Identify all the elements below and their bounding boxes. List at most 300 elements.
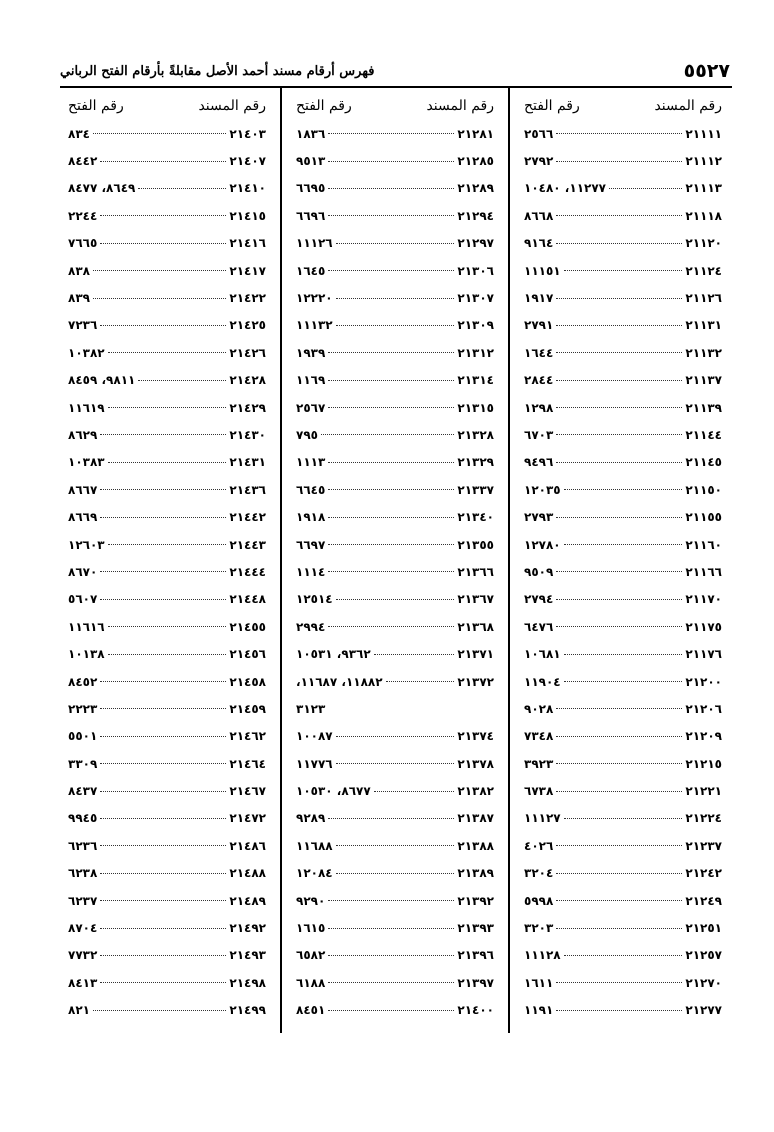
index-row <box>524 531 722 558</box>
musnad-number: ٢١٤١٧ <box>229 263 266 278</box>
dot-leader <box>108 407 227 408</box>
dot-leader <box>556 462 682 463</box>
musnad-number: ٢١٢٤٢ <box>685 866 722 881</box>
musnad-number: ٢١٤٤٣ <box>229 537 266 552</box>
fath-number: ١١١٥١ <box>524 263 561 278</box>
musnad-number: ٢١٤٥٩ <box>229 701 266 716</box>
index-row <box>296 997 494 1024</box>
fath-number: ١١٦٨٨ <box>296 838 333 853</box>
column-header-fath: رقم الفتح <box>68 98 124 114</box>
fath-number: ١٦١١ <box>524 975 554 990</box>
index-row <box>524 147 722 174</box>
index-row <box>68 860 266 887</box>
index-row <box>524 586 722 613</box>
fath-number: ٧٧٣٢ <box>68 948 98 963</box>
musnad-number: ٢١١٤٥ <box>685 455 722 470</box>
column-header-fath: رقم الفتح <box>524 98 580 114</box>
fath-number: ٨٣٩ <box>68 291 90 306</box>
index-row <box>296 120 494 147</box>
index-row <box>68 832 266 859</box>
dot-leader <box>328 982 454 983</box>
musnad-number: ٢١٣٠٧ <box>457 291 494 306</box>
dot-leader <box>556 845 682 846</box>
fath-number: ٨٦٦٩ <box>68 510 98 525</box>
column-header <box>524 88 722 114</box>
index-row <box>524 230 722 257</box>
index-row <box>68 257 266 284</box>
musnad-number: ٢١١٤٤ <box>685 427 722 442</box>
musnad-number: ٢١٣٦٦ <box>457 564 494 579</box>
musnad-number: ٢١٤١٠ <box>229 181 266 196</box>
musnad-number: ٢١١٦٠ <box>685 537 722 552</box>
fath-number: ٩١٦٤ <box>524 236 554 251</box>
musnad-number: ٢١٤٤٨ <box>229 592 266 607</box>
index-row <box>296 942 494 969</box>
musnad-number: ٢١٢٣٧ <box>685 838 722 853</box>
index-row <box>296 339 494 366</box>
musnad-number: ٢١٢٨١ <box>457 126 494 141</box>
dot-leader <box>556 352 682 353</box>
index-row <box>524 695 722 722</box>
dot-leader <box>100 900 226 901</box>
index-row <box>68 367 266 394</box>
fath-number: ٣٢٠٣ <box>524 921 554 936</box>
musnad-number: ٢١٤٦٧ <box>229 784 266 799</box>
index-row <box>68 695 266 722</box>
musnad-number: ٢١١١٢ <box>685 154 722 169</box>
dot-leader <box>556 215 682 216</box>
dot-leader <box>556 599 682 600</box>
index-row <box>524 777 722 804</box>
fath-number: ١٠٣٨٣ <box>68 455 105 470</box>
index-row <box>296 887 494 914</box>
musnad-number: ٢١١٣٧ <box>685 373 722 388</box>
index-row <box>296 394 494 421</box>
dot-leader <box>138 188 226 189</box>
musnad-number: ٢١١٥٠ <box>685 482 722 497</box>
fath-number: ١١١٢٦ <box>296 236 333 251</box>
index-row <box>296 695 494 722</box>
fath-number: ١٦٤٥ <box>296 263 326 278</box>
dot-leader <box>556 763 682 764</box>
musnad-number: ٢١٣٥٥ <box>457 537 494 552</box>
fath-number: ١٢٥١٤ <box>296 592 333 607</box>
fath-number: ٢٩٩٤ <box>296 619 326 634</box>
fath-number: ٨٤٥١ <box>296 1003 326 1018</box>
index-row <box>296 750 494 777</box>
fath-number: ٦٥٨٢ <box>296 948 326 963</box>
fath-number: ١٠٦٨١ <box>524 647 561 662</box>
musnad-number: ٢١١٢٤ <box>685 263 722 278</box>
musnad-number: ٢١١٣٢ <box>685 345 722 360</box>
fath-number: ١١١٤ <box>296 564 326 579</box>
index-row <box>296 914 494 941</box>
musnad-number: ٢١٤٨٦ <box>229 838 266 853</box>
index-row <box>524 558 722 585</box>
fath-number: ٨٤٣٧ <box>68 784 98 799</box>
musnad-number: ٢١٢٨٩ <box>457 181 494 196</box>
musnad-number: ٢١٤٩٩ <box>229 1003 266 1018</box>
fath-number: ١١١٢٧ <box>524 811 561 826</box>
dot-leader <box>328 626 454 627</box>
dot-leader <box>108 544 227 545</box>
index-row <box>296 147 494 174</box>
fath-number: ٩٢٨٩ <box>296 811 326 826</box>
dot-leader <box>328 352 454 353</box>
index-row <box>524 339 722 366</box>
index-row <box>524 969 722 996</box>
row-list <box>68 120 266 1024</box>
fath-number: ٢٢٢٣ <box>68 701 98 716</box>
musnad-number: ٢١١١٨ <box>685 208 722 223</box>
musnad-number: ٢١٤٠٧ <box>229 154 266 169</box>
musnad-number: ٢١٣٩٦ <box>457 948 494 963</box>
dot-leader <box>336 599 455 600</box>
index-row <box>524 120 722 147</box>
dot-leader <box>556 791 682 792</box>
musnad-number: ٢١٢٧٧ <box>685 1003 722 1018</box>
fath-number: ٧٢٣٦ <box>68 318 98 333</box>
dot-leader <box>100 325 226 326</box>
musnad-number: ٢١٤٦٤ <box>229 756 266 771</box>
index-row <box>524 284 722 311</box>
row-list <box>524 120 722 1024</box>
dot-leader <box>100 517 226 518</box>
musnad-number: ٢١٤٠٣ <box>229 126 266 141</box>
musnad-number: ٢١٤١٦ <box>229 236 266 251</box>
dot-leader <box>556 736 682 737</box>
musnad-number: ٢١٤٩٢ <box>229 921 266 936</box>
index-row <box>68 421 266 448</box>
musnad-number: ٢١١٧٠ <box>685 592 722 607</box>
musnad-number: ٢١٢٥١ <box>685 921 722 936</box>
dot-leader <box>328 161 454 162</box>
musnad-number: ٢١١٧٥ <box>685 619 722 634</box>
dot-leader <box>556 325 682 326</box>
index-row <box>68 394 266 421</box>
index-row <box>68 640 266 667</box>
fath-number: ١١٧٧٦ <box>296 756 333 771</box>
dot-leader <box>328 900 454 901</box>
musnad-number: ٢١١٥٥ <box>685 510 722 525</box>
dot-leader <box>336 243 455 244</box>
index-row <box>68 175 266 202</box>
fath-number: ٦٦٤٥ <box>296 482 326 497</box>
dot-leader <box>564 270 683 271</box>
dot-leader <box>556 517 682 518</box>
fath-number: ١٨٣٦ <box>296 126 326 141</box>
musnad-number: ٢١١٣٩ <box>685 400 722 415</box>
dot-leader <box>336 325 455 326</box>
fath-number: ١٦١٥ <box>296 921 326 936</box>
index-row <box>524 421 722 448</box>
fath-number: ١٢٦٠٣ <box>68 537 105 552</box>
column-header-musnad: رقم المسند <box>654 98 722 114</box>
musnad-number: ٢١٣٢٩ <box>457 455 494 470</box>
column-header-fath: رقم الفتح <box>296 98 352 114</box>
musnad-number: ٢١٢٠٠ <box>685 674 722 689</box>
fath-number: ٨٦٦٨ <box>524 208 554 223</box>
musnad-number: ٢١٣٠٦ <box>457 263 494 278</box>
fath-number: ٨٦٢٩ <box>68 427 98 442</box>
dot-leader <box>556 982 682 983</box>
musnad-number: ٢١١٢٦ <box>685 291 722 306</box>
fath-number: ٨٤٥٢ <box>68 674 98 689</box>
dot-leader <box>556 626 682 627</box>
index-column <box>282 88 510 1033</box>
dot-leader <box>100 571 226 572</box>
dot-leader <box>93 1010 226 1011</box>
fath-number: ٩٥١٣ <box>296 154 326 169</box>
index-row <box>296 969 494 996</box>
index-row <box>296 449 494 476</box>
fath-number: ١٢٠٣٥ <box>524 482 561 497</box>
musnad-number: ٢١٣١٥ <box>457 400 494 415</box>
musnad-number: ٢١٤٨٨ <box>229 866 266 881</box>
index-row <box>68 750 266 777</box>
index-row <box>68 202 266 229</box>
index-row <box>68 339 266 366</box>
index-row <box>524 668 722 695</box>
fath-number: ٢٧٩٤ <box>524 592 554 607</box>
index-row <box>68 668 266 695</box>
index-row <box>524 914 722 941</box>
dot-leader <box>336 298 455 299</box>
musnad-number: ٢١٢١٥ <box>685 756 722 771</box>
dot-leader <box>328 517 454 518</box>
index-row <box>68 942 266 969</box>
fath-number: ٧٣٤٨ <box>524 729 554 744</box>
musnad-number: ٢١٢٠٩ <box>685 729 722 744</box>
column-header <box>296 88 494 114</box>
index-row <box>296 503 494 530</box>
musnad-number: ٢١٣٤٠ <box>457 510 494 525</box>
index-row <box>524 613 722 640</box>
index-row <box>68 613 266 640</box>
index-column <box>54 88 282 1033</box>
musnad-number: ٢١٣٧٤ <box>457 729 494 744</box>
musnad-number: ٢١٤٥٨ <box>229 674 266 689</box>
index-table <box>54 88 736 1033</box>
dot-leader <box>556 380 682 381</box>
musnad-number: ٢١٢٥٧ <box>685 948 722 963</box>
fath-number: ١١٨٨٢، ١١٦٨٧، <box>296 674 383 689</box>
dot-leader <box>100 681 226 682</box>
index-row <box>68 476 266 503</box>
musnad-number: ٢١٤٢٩ <box>229 400 266 415</box>
index-row <box>296 257 494 284</box>
dot-leader <box>556 243 682 244</box>
index-row <box>68 147 266 174</box>
dot-leader <box>328 928 454 929</box>
dot-leader <box>108 462 227 463</box>
musnad-number: ٢١٣٩٢ <box>457 893 494 908</box>
dot-leader <box>556 133 682 134</box>
fath-number: ٨٦٧٧، ١٠٥٣٠ <box>296 784 371 799</box>
page-number: ٥٥٢٧ <box>683 60 730 82</box>
index-row <box>68 503 266 530</box>
fath-number: ٩٢٩٠ <box>296 893 326 908</box>
dot-leader <box>564 489 683 490</box>
page-header <box>60 58 730 84</box>
dot-leader <box>336 845 455 846</box>
index-row <box>68 120 266 147</box>
fath-number: ١١٩١ <box>524 1003 554 1018</box>
index-row <box>68 312 266 339</box>
musnad-number: ٢١٢٠٦ <box>685 701 722 716</box>
musnad-number: ٢١٤٤٤ <box>229 564 266 579</box>
index-row <box>68 777 266 804</box>
fath-number: ١١١٣ <box>296 455 326 470</box>
index-row <box>524 640 722 667</box>
musnad-number: ٢١٢٢١ <box>685 784 722 799</box>
fath-number: ١٩١٧ <box>524 291 554 306</box>
dot-leader <box>386 681 455 682</box>
musnad-number: ٢١٤٤٢ <box>229 510 266 525</box>
musnad-number: ٢١٢٩٤ <box>457 208 494 223</box>
fath-number: ٣٢٠٤ <box>524 866 554 881</box>
index-row <box>524 367 722 394</box>
fath-number: ٥٦٠٧ <box>68 592 98 607</box>
fath-number: ٥٥٠١ <box>68 729 98 744</box>
index-row <box>296 476 494 503</box>
musnad-number: ٢١٢٩٧ <box>457 236 494 251</box>
musnad-number: ٢١٣٢٨ <box>457 427 494 442</box>
musnad-number: ٢١٣٧٢ <box>457 674 494 689</box>
fath-number: ١٢٠٨٤ <box>296 866 333 881</box>
dot-leader <box>336 763 455 764</box>
index-row <box>296 202 494 229</box>
fath-number: ٥٩٩٨ <box>524 893 554 908</box>
index-row <box>68 887 266 914</box>
index-row <box>524 175 722 202</box>
musnad-number: ٢١٣٩٧ <box>457 975 494 990</box>
musnad-number: ٢١١٧٦ <box>685 647 722 662</box>
dot-leader <box>556 434 682 435</box>
fath-number: ١١١٣٢ <box>296 318 333 333</box>
dot-leader <box>100 736 226 737</box>
index-row <box>296 558 494 585</box>
index-row <box>296 777 494 804</box>
dot-leader <box>556 873 682 874</box>
index-row <box>296 668 494 695</box>
index-row <box>524 942 722 969</box>
index-row <box>296 640 494 667</box>
musnad-number: ٢١٤٨٩ <box>229 893 266 908</box>
dot-leader <box>556 708 682 709</box>
dot-leader <box>93 270 226 271</box>
index-row <box>68 230 266 257</box>
fath-number: ٩٤٩٦ <box>524 455 554 470</box>
fath-number: ٦٦٩٥ <box>296 181 326 196</box>
musnad-number: ٢١٣٣٧ <box>457 482 494 497</box>
musnad-number: ٢١٢٨٥ <box>457 154 494 169</box>
fath-number: ١٩٣٩ <box>296 345 326 360</box>
fath-number: ٦٢٣٨ <box>68 866 98 881</box>
musnad-number: ٢١١٣١ <box>685 318 722 333</box>
musnad-number: ٢١٤٢٨ <box>229 373 266 388</box>
fath-number: ١٢٩٨ <box>524 400 554 415</box>
dot-leader <box>100 928 226 929</box>
dot-leader <box>374 654 455 655</box>
dot-leader <box>93 133 226 134</box>
running-title: فهرس أرقام مسند أحمد الأصل مقابلةً بأرقام الفتح الرباني <box>60 63 375 79</box>
index-row <box>296 175 494 202</box>
fath-number: ١٢٧٨٠ <box>524 537 561 552</box>
index-row <box>296 613 494 640</box>
musnad-number: ٢١٤٧٢ <box>229 811 266 826</box>
musnad-number: ٢١٣٨٧ <box>457 811 494 826</box>
dot-leader <box>556 571 682 572</box>
musnad-number: ٢١٤٠٠ <box>457 1003 494 1018</box>
fath-number: ٧٩٥ <box>296 427 318 442</box>
musnad-number: ٢١٣٨٩ <box>457 866 494 881</box>
dot-leader <box>108 626 227 627</box>
musnad-number: ٢١٤٣٠ <box>229 427 266 442</box>
index-row <box>296 312 494 339</box>
fath-number: ١١١٢٨ <box>524 948 561 963</box>
dot-leader <box>556 900 682 901</box>
musnad-number: ٢١٢٧٠ <box>685 975 722 990</box>
fath-number: ٤٠٢٦ <box>524 838 554 853</box>
musnad-number: ٢١١٢٠ <box>685 236 722 251</box>
fath-number: ١٢٢٢٠ <box>296 291 333 306</box>
fath-number: ١٠٠٨٧ <box>296 729 333 744</box>
index-row <box>524 257 722 284</box>
fath-number: ٨٦٧٠ <box>68 564 98 579</box>
fath-number: ٨٣٨ <box>68 263 90 278</box>
musnad-number: ٢١٣٨٨ <box>457 838 494 853</box>
dot-leader <box>100 161 226 162</box>
musnad-number: ٢١٢٤٩ <box>685 893 722 908</box>
index-row <box>524 750 722 777</box>
musnad-number: ٢١٤٢٦ <box>229 345 266 360</box>
index-row <box>296 805 494 832</box>
fath-number: ٣٣٠٩ <box>68 756 98 771</box>
column-header <box>68 88 266 114</box>
fath-number: ٧٦٦٥ <box>68 236 98 251</box>
fath-number: ٣٩٢٣ <box>524 756 554 771</box>
musnad-number: ٢١٣١٤ <box>457 373 494 388</box>
dot-leader <box>100 434 226 435</box>
musnad-number: ٢١٤٣١ <box>229 455 266 470</box>
dot-leader <box>556 407 682 408</box>
index-row <box>524 476 722 503</box>
dot-leader <box>556 1010 682 1011</box>
fath-number: ١١٦٩ <box>296 373 326 388</box>
fath-number: ١١٩٠٤ <box>524 674 561 689</box>
index-row <box>524 503 722 530</box>
musnad-number: ٢١٢٢٤ <box>685 811 722 826</box>
musnad-number: ٢١٣٩٣ <box>457 921 494 936</box>
fath-number: ٦٢٣٦ <box>68 838 98 853</box>
dot-leader <box>100 791 226 792</box>
dot-leader <box>564 544 683 545</box>
index-row <box>68 969 266 996</box>
musnad-number: ٢١٤٣٦ <box>229 482 266 497</box>
fath-number: ٩٠٢٨ <box>524 701 554 716</box>
fath-number: ١٠١٣٨ <box>68 647 105 662</box>
dot-leader <box>328 188 454 189</box>
index-row <box>524 449 722 476</box>
dot-leader <box>556 161 682 162</box>
musnad-number: ٢١١٦٦ <box>685 564 722 579</box>
dot-leader <box>100 599 226 600</box>
fath-number: ٩٥٠٩ <box>524 564 554 579</box>
fath-number: ٢٥٦٦ <box>524 126 554 141</box>
dot-leader <box>328 818 454 819</box>
fath-number: ٦١٨٨ <box>296 975 326 990</box>
